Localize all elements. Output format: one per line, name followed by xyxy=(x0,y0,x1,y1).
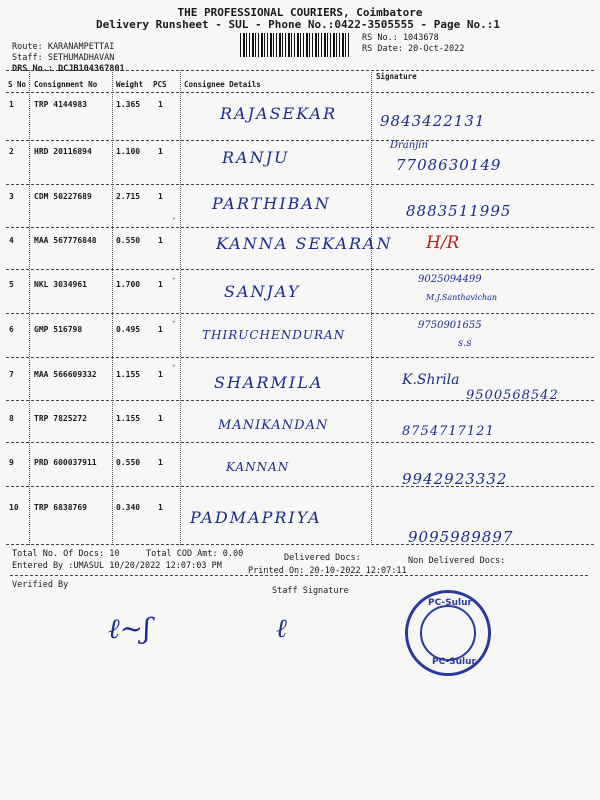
row-consignment: TRP 6838769 xyxy=(34,503,87,512)
row-pcs: 1 xyxy=(158,325,163,334)
row-consignee: THIRUCHENDURAN xyxy=(202,328,346,342)
row-signature: 8883511995 xyxy=(406,202,512,220)
col-sno: S No xyxy=(8,80,27,89)
row-signature: 7708630149 xyxy=(396,156,502,174)
row-signature: 9500568542 xyxy=(466,388,559,403)
company-title: THE PROFESSIONAL COURIERS, Coimbatore xyxy=(177,6,423,19)
row-consignee: MANIKANDAN xyxy=(218,418,329,433)
row-signature: 9025094499 xyxy=(418,274,482,285)
barcode xyxy=(240,33,350,57)
row-weight: 0.550 xyxy=(116,236,141,245)
row-pcs: 1 xyxy=(158,100,163,109)
total-docs: Total No. Of Docs: 10 xyxy=(12,549,120,559)
row-consignee: KANNAN xyxy=(226,460,290,474)
row-weight: 1.365 xyxy=(116,100,141,109)
verified-by: Verified By xyxy=(12,580,69,590)
row-sno: 8 xyxy=(9,414,14,423)
row-consignment: MAA 566609332 xyxy=(34,370,97,379)
rs-number: RS No.: 1043678 xyxy=(362,33,439,43)
row-consignment: GMP 516798 xyxy=(34,325,83,334)
row-consignee: RANJU xyxy=(222,148,290,167)
row-sno: 7 xyxy=(9,370,14,379)
delivered-docs: Delivered Docs: xyxy=(284,553,361,563)
row-sig-name: s.s xyxy=(458,338,472,349)
row-consignee: SHARMILA xyxy=(214,373,324,392)
row-pcs: 1 xyxy=(158,503,163,512)
staff: Staff: SETHUMADHAVAN xyxy=(12,53,115,63)
col-consignment: Consignment No xyxy=(34,80,98,89)
printed-on: Printed On: 20-10-2022 12:07:11 xyxy=(248,566,407,576)
row-sig-name: K.Shrila xyxy=(402,372,460,388)
row-sno: 2 xyxy=(9,147,14,156)
row-sno: 10 xyxy=(9,503,19,512)
row-pcs: 1 xyxy=(158,458,163,467)
row-consignee: PARTHIBAN xyxy=(212,194,331,213)
staff-signature: Staff Signature xyxy=(272,586,349,596)
row-sno: 6 xyxy=(9,325,14,334)
row-weight: 1.155 xyxy=(116,414,141,423)
row-consignment: TRP 7825272 xyxy=(34,414,87,423)
col-pcs: PCS xyxy=(153,80,167,89)
row-sno: 1 xyxy=(9,100,14,109)
row-weight: 0.340 xyxy=(116,503,141,512)
verifier-signature: ℓ⁠~ʃ xyxy=(108,612,151,645)
row-sno: 5 xyxy=(9,280,14,289)
row-consignment: MAA 567776848 xyxy=(34,236,97,245)
row-pcs: 1 xyxy=(158,414,163,423)
row-weight: 1.700 xyxy=(116,280,141,289)
row-signature: 8754717121 xyxy=(402,424,495,439)
row-consignment: NKL 3034961 xyxy=(34,280,87,289)
row-pcs: 1 xyxy=(158,192,163,201)
row-consignment: CDM 50227689 xyxy=(34,192,92,201)
row-consignment: PRD 600037911 xyxy=(34,458,97,467)
row-weight: 1.100 xyxy=(116,147,141,156)
entered-by: Entered By :UMASUL 10/20/2022 12:07:03 PM xyxy=(12,561,222,571)
row-weight: 2.715 xyxy=(116,192,141,201)
row-consignment: HRD 20116894 xyxy=(34,147,92,156)
row-weight: 1.155 xyxy=(116,370,141,379)
row-pcs: 1 xyxy=(158,370,163,379)
non-delivered-docs: Non Delivered Docs: xyxy=(408,556,506,566)
stamp-text-bottom: PC-Sulur xyxy=(432,657,476,667)
row-sno: 9 xyxy=(9,458,14,467)
row-sno: 3 xyxy=(9,192,14,201)
col-weight: Weight xyxy=(116,80,144,89)
row-weight: 0.495 xyxy=(116,325,141,334)
row-signature: H/R xyxy=(426,233,460,253)
row-pcs: 1 xyxy=(158,147,163,156)
row-sig-name: Dranjin xyxy=(390,140,428,151)
row-consignment: TRP 4144983 xyxy=(34,100,87,109)
row-consignee: RAJASEKAR xyxy=(220,104,338,123)
staff-signature-mark: ℓ xyxy=(276,614,287,644)
row-signature: 9750901655 xyxy=(418,320,482,331)
stamp-text-top: PC-Sulur xyxy=(428,598,472,608)
row-sig-name: M.J.Santhavichan xyxy=(426,293,498,302)
row-signature: 9942923332 xyxy=(402,470,508,488)
row-signature: 9843422131 xyxy=(380,112,486,130)
row-sno: 4 xyxy=(9,236,14,245)
col-signature: Signature xyxy=(376,72,417,81)
row-signature: 9095989897 xyxy=(408,528,514,546)
runsheet-table: S No Consignment No Weight PCS Consignee Details Signature 1 TRP 4144983 1.365 1 RAJASEKAR 9843422131 2 HRD 20116894 1.100 1 RANJU Dranjin 7708630149 3 CDM 50227689 2.715 1 PARTHIBAN 8883511995 4 MAA 567776848 0.550 1 KANNA SEKARAN H/R 5 NKL 3034961 1.700 1 SANJAY 9025094499 M.J.Santhavichan 6 GMP 516798 0.495 1 THIRUCHENDURAN 9750901655 s.s 7 MAA 566609332 1.155 1 SHARMILA K.Shrila 9500568542 8 TRP 7825272 1.155 1 MANIKANDAN 8754717121 9 PRD 600037911 0.550 1 KANNAN 9942923332 10 TRP 6838769 0.340 1 PADMAPRIYA 9095989897 ˇ ˇ ˇ ˇ xyxy=(6,70,594,545)
row-pcs: 1 xyxy=(158,236,163,245)
total-cod: Total COD Amt: 0.00 xyxy=(146,549,244,559)
row-weight: 0.550 xyxy=(116,458,141,467)
office-stamp xyxy=(405,590,491,676)
route: Route: KARANAMPETTAI xyxy=(12,42,115,52)
rs-date: RS Date: 20-Oct-2022 xyxy=(362,44,465,54)
runsheet-subtitle: Delivery Runsheet - SUL - Phone No.:0422-3505555 - Page No.:1 xyxy=(96,18,500,31)
row-pcs: 1 xyxy=(158,280,163,289)
row-consignee: KANNA SEKARAN xyxy=(216,234,393,253)
row-consignee: PADMAPRIYA xyxy=(190,508,322,527)
row-consignee: SANJAY xyxy=(224,282,301,301)
drs-number: DRS No.: DCJB104367801 xyxy=(12,64,125,74)
col-consignee: Consignee Details xyxy=(184,80,261,89)
